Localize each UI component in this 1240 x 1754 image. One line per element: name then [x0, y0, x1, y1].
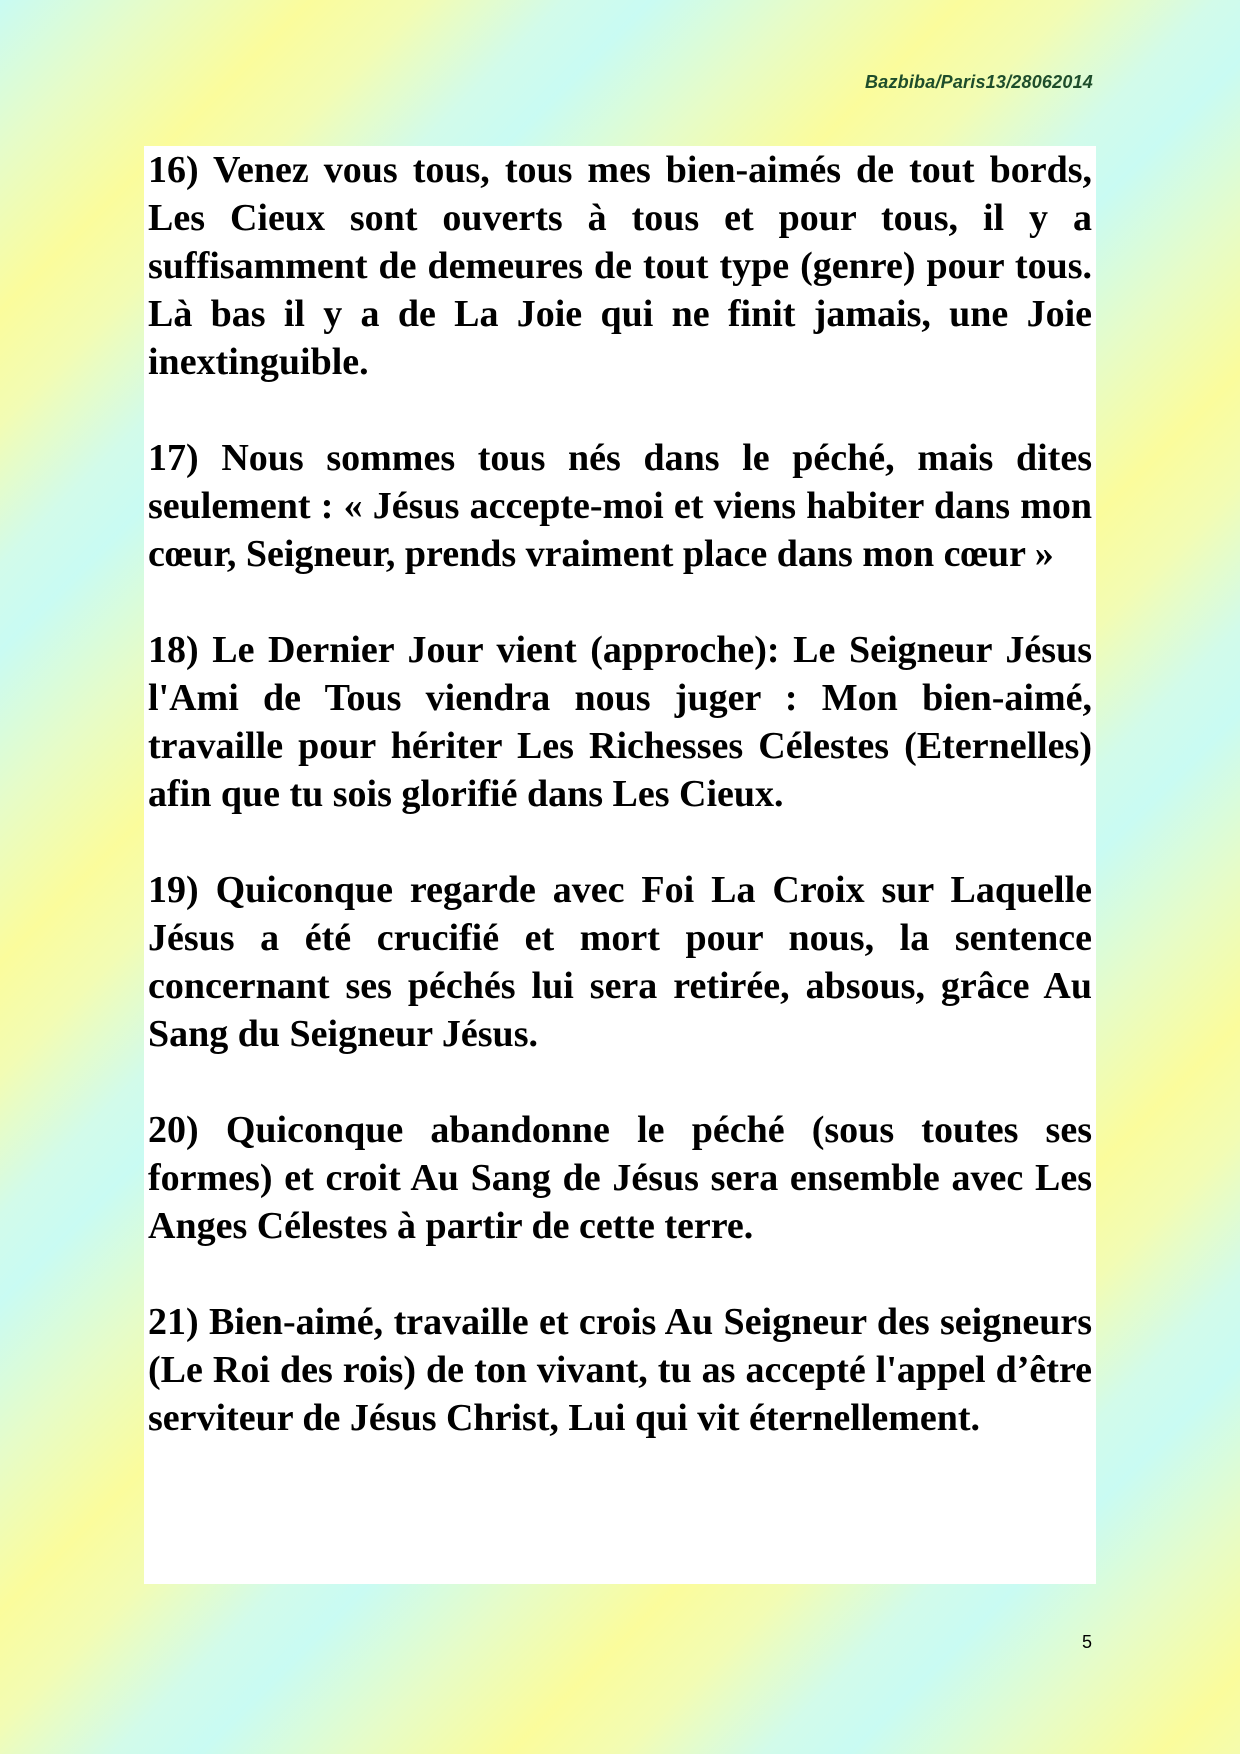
document-reference-header: Bazbiba/Paris13/28062014 — [865, 72, 1093, 92]
paragraph-20: 20) Quiconque abandonne le péché (sous toutes ses formes) et croit Au Sang de Jésus sera ensemble avec Les Anges Célestes à partir de cette terre. — [148, 1109, 1092, 1247]
paragraph-19: 19) Quiconque regarde avec Foi La Croix sur Laquelle Jésus a été crucifié et mort pour nous, la sentence concernant ses péchés lui sera retirée, absous, grâce Au Sang du Seigneur Jésus. — [148, 869, 1092, 1055]
content-box — [144, 146, 1096, 1584]
paragraph-17: 17) Nous sommes tous nés dans le péché, mais dites seulement : « Jésus accepte-moi et viens habiter dans mon cœur, Seigneur, prends vraiment place dans mon cœur » — [148, 437, 1092, 575]
paragraph-18: 18) Le Dernier Jour vient (approche): Le Seigneur Jésus l'Ami de Tous viendra nous juger : Mon bien-aimé, travaille pour hériter Les Richesses Célestes (Eternelles) afin que tu sois glorifié dans Les Cieux. — [148, 629, 1092, 815]
paragraph-16: 16) Venez vous tous, tous mes bien-aimés de tout bords, Les Cieux sont ouverts à tous et pour tous, il y a suffisamment de demeures de tout type (genre) pour tous. Là bas il y a de La Joie qui ne finit jamais, une Joie inextinguible. — [148, 149, 1092, 383]
page-number: 5 — [1081, 1632, 1092, 1652]
paragraph-21: 21) Bien-aimé, travaille et crois Au Seigneur des seigneurs (Le Roi des rois) de ton vivant, tu as accepté l'appel d’être serviteur de Jésus Christ, Lui qui vit éternellement. — [148, 1301, 1092, 1439]
